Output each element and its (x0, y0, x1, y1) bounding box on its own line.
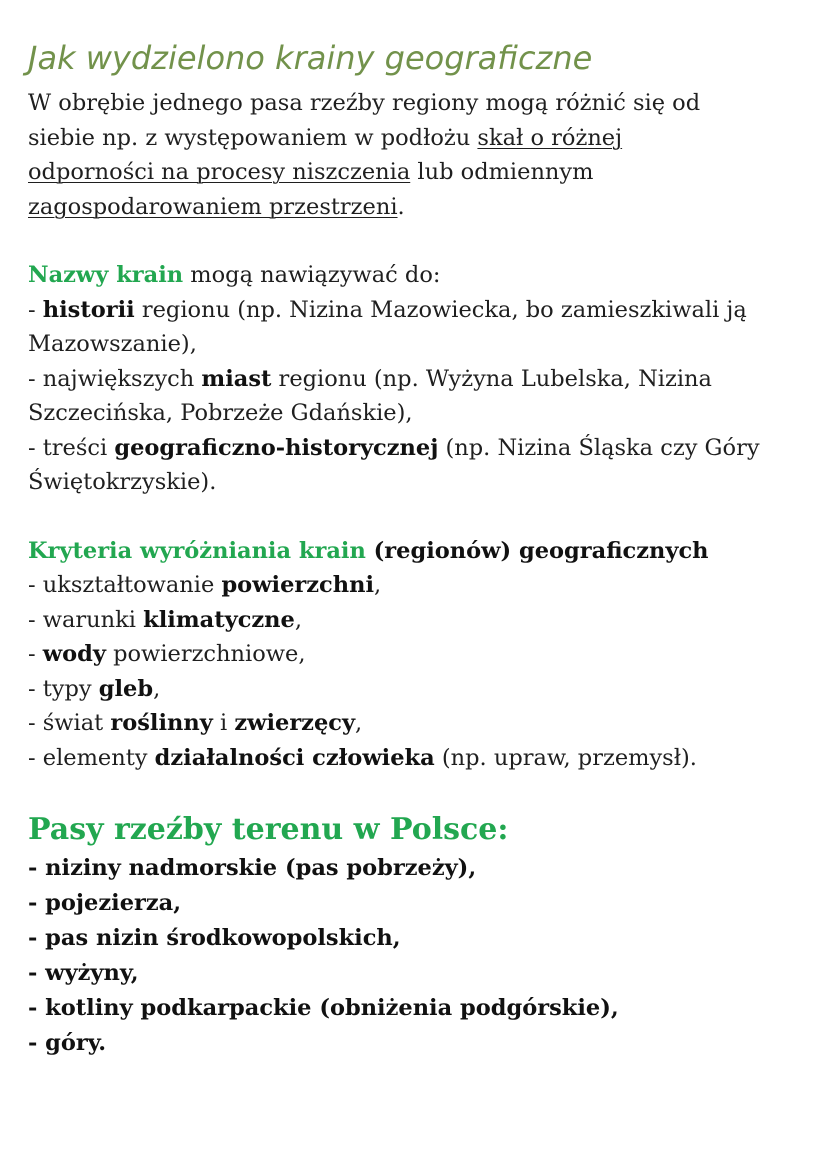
item-bold: historii (42, 296, 135, 323)
item-text: - elementy (28, 744, 155, 771)
list-item (28, 672, 800, 707)
item-text: , (374, 572, 382, 598)
item-text: - typy (28, 675, 99, 702)
list-item (28, 741, 800, 776)
list-item: - wyżyny, (28, 960, 139, 986)
list-item: - kotliny podkarpackie (obniżenia podgórskie), (28, 995, 619, 1021)
criteria-heading-rest: (regionów) geograficznych (365, 537, 709, 564)
item-text: - ukształtowanie (28, 572, 222, 598)
item-bold: działalności człowieka (154, 744, 435, 771)
list-item (28, 362, 800, 397)
item-text: - (28, 641, 43, 667)
item-text: (np. Nizina Śląska czy Góry (438, 434, 760, 461)
criteria-section (28, 534, 800, 776)
names-section (28, 258, 800, 500)
intro-line-2 (28, 121, 800, 156)
list-item (28, 603, 800, 638)
item-text: powierzchniowe, (105, 641, 306, 667)
names-heading-rest: mogą nawiązywać do: (183, 262, 441, 288)
underlined-phrase: odporności na procesy niszczenia (28, 159, 411, 185)
page-title: Jak wydzielono krainy geograficzne (28, 39, 593, 77)
item-text: regionu (np. Wyżyna Lubelska, Nizina (271, 365, 712, 392)
item-bold: wody (42, 641, 106, 667)
underlined-phrase: skał o różnej (477, 124, 623, 151)
item-text: (np. upraw, przemysł). (434, 744, 697, 771)
item-bold: geograficzno-historycznej (114, 434, 439, 461)
list-item: - pas nizin środkowopolskich, (28, 925, 401, 951)
intro-line-3 (28, 155, 800, 190)
list-item: - niziny nadmorskie (pas pobrzeży), (28, 855, 477, 881)
belts-list (28, 851, 800, 1061)
names-heading-green: Nazwy krain (28, 262, 184, 288)
criteria-heading-green: Kryteria wyróżniania krain (28, 537, 366, 564)
item-text: - świat (28, 710, 111, 736)
item-bold: roślinny (110, 710, 213, 736)
list-item (28, 293, 800, 328)
list-item: - pojezierza, (28, 890, 182, 916)
list-item: - góry. (28, 1030, 107, 1056)
list-item (28, 568, 800, 603)
underlined-phrase: zagospodarowaniem przestrzeni (28, 193, 398, 220)
item-text: regionu (np. Nizina Mazowiecka, bo zamieszkiwali ją (134, 296, 747, 323)
belts-section (28, 811, 800, 1061)
item-bold: gleb (98, 675, 154, 702)
list-item-cont: Świętokrzyskie). (28, 469, 217, 495)
item-bold: powierzchni (221, 572, 375, 598)
list-item-cont: Szczecińska, Pobrzeże Gdańskie), (28, 400, 413, 426)
belts-heading: Pasy rzeźby terenu w Polsce: (28, 812, 509, 847)
intro-text: . (397, 193, 405, 220)
criteria-heading (28, 534, 800, 569)
item-text: i (212, 710, 235, 736)
intro-text: lub odmiennym (410, 159, 594, 185)
list-item (28, 637, 800, 672)
item-bold: miast (201, 365, 272, 392)
names-heading (28, 258, 800, 293)
item-bold: zwierzęcy (234, 710, 356, 736)
list-item-cont: Mazowszanie), (28, 331, 197, 357)
intro-paragraph (28, 86, 800, 224)
intro-line-4 (28, 190, 800, 225)
intro-line-1: W obrębie jednego pasa rzeźby regiony mogą różnić się od (28, 90, 701, 116)
list-item (28, 431, 800, 466)
item-text: - warunki (28, 606, 144, 633)
item-text: , (153, 675, 161, 702)
item-text: - (28, 296, 43, 323)
item-bold: klimatyczne (143, 606, 295, 633)
item-text: - największych (28, 365, 202, 392)
item-text: , (294, 606, 303, 633)
item-text: - treści (28, 434, 115, 461)
item-text: , (355, 710, 363, 736)
intro-text: siebie np. z występowaniem w podłożu (28, 124, 478, 151)
list-item (28, 706, 800, 741)
